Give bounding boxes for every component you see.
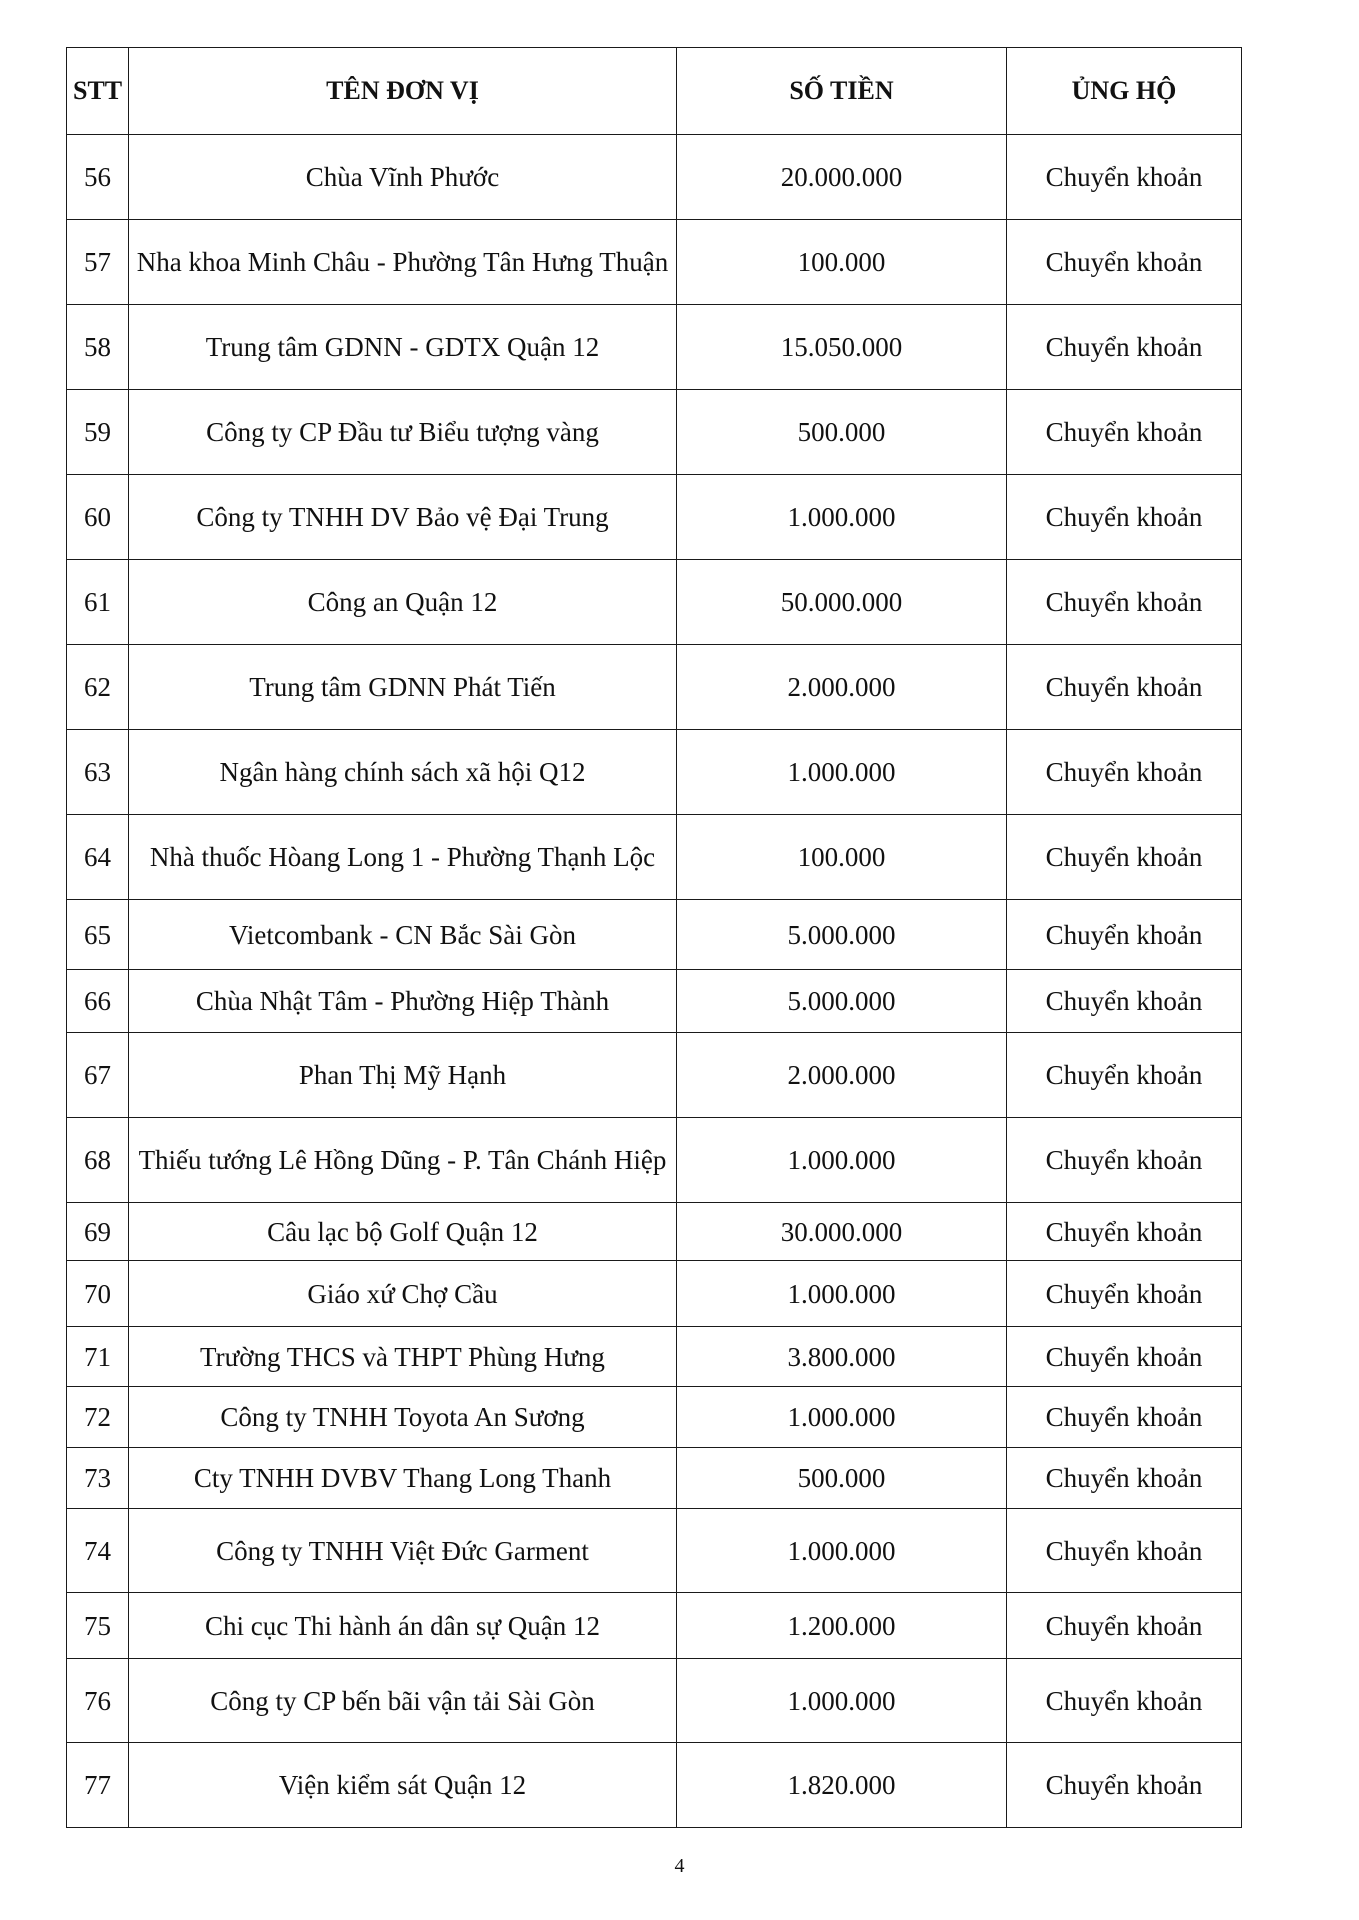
table-row <box>67 900 1242 970</box>
row-support-method: Chuyển khoản <box>1007 1743 1242 1828</box>
row-stt: 74 <box>67 1509 129 1593</box>
row-unit-name: Vietcombank - CN Bắc Sài Gòn <box>129 900 677 970</box>
row-stt: 61 <box>67 560 129 645</box>
row-amount: 50.000.000 <box>677 560 1007 645</box>
table-row <box>67 1509 1242 1593</box>
row-unit-name: Trung tâm GDNN Phát Tiến <box>129 645 677 730</box>
table-body <box>67 135 1242 1828</box>
row-support-method: Chuyển khoản <box>1007 475 1242 560</box>
row-support-method: Chuyển khoản <box>1007 220 1242 305</box>
row-support-method: Chuyển khoản <box>1007 1448 1242 1509</box>
row-stt: 70 <box>67 1261 129 1327</box>
row-stt: 58 <box>67 305 129 390</box>
row-support-method: Chuyển khoản <box>1007 730 1242 815</box>
table-row <box>67 135 1242 220</box>
row-amount: 3.800.000 <box>677 1327 1007 1387</box>
table-row <box>67 1593 1242 1659</box>
row-unit-name: Nha khoa Minh Châu - Phường Tân Hưng Thuận <box>129 220 677 305</box>
row-support-method: Chuyển khoản <box>1007 1118 1242 1203</box>
row-unit-name: Công ty TNHH Toyota An Sương <box>129 1387 677 1448</box>
row-support-method: Chuyển khoản <box>1007 1327 1242 1387</box>
row-stt: 57 <box>67 220 129 305</box>
row-unit-name: Thiếu tướng Lê Hồng Dũng - P. Tân Chánh Hiệp <box>129 1118 677 1203</box>
row-amount: 100.000 <box>677 220 1007 305</box>
table-row <box>67 305 1242 390</box>
table-row <box>67 1118 1242 1203</box>
row-stt: 59 <box>67 390 129 475</box>
row-support-method: Chuyển khoản <box>1007 560 1242 645</box>
table-row <box>67 815 1242 900</box>
row-unit-name: Cty TNHH DVBV Thang Long Thanh <box>129 1448 677 1509</box>
row-support-method: Chuyển khoản <box>1007 305 1242 390</box>
table-row <box>67 1327 1242 1387</box>
header-unit-name: TÊN ĐƠN VỊ <box>129 48 677 135</box>
row-unit-name: Công ty TNHH Việt Đức Garment <box>129 1509 677 1593</box>
table-row <box>67 970 1242 1033</box>
table-row <box>67 645 1242 730</box>
table-row <box>67 1387 1242 1448</box>
row-support-method: Chuyển khoản <box>1007 1033 1242 1118</box>
row-amount: 1.000.000 <box>677 1118 1007 1203</box>
row-unit-name: Công ty CP bến bãi vận tải Sài Gòn <box>129 1659 677 1743</box>
page-number: 4 <box>674 1855 685 1877</box>
row-amount: 1.000.000 <box>677 1509 1007 1593</box>
header-amount: SỐ TIỀN <box>677 48 1007 135</box>
header-support: ỦNG HỘ <box>1007 48 1242 135</box>
row-amount: 5.000.000 <box>677 900 1007 970</box>
row-support-method: Chuyển khoản <box>1007 1203 1242 1261</box>
row-amount: 1.000.000 <box>677 1387 1007 1448</box>
row-unit-name: Công an Quận 12 <box>129 560 677 645</box>
row-unit-name: Trung tâm GDNN - GDTX Quận 12 <box>129 305 677 390</box>
row-support-method: Chuyển khoản <box>1007 900 1242 970</box>
row-unit-name: Phan Thị Mỹ Hạnh <box>129 1033 677 1118</box>
table-row <box>67 1659 1242 1743</box>
row-support-method: Chuyển khoản <box>1007 1387 1242 1448</box>
row-unit-name: Chi cục Thi hành án dân sự Quận 12 <box>129 1593 677 1659</box>
row-support-method: Chuyển khoản <box>1007 645 1242 730</box>
row-amount: 1.000.000 <box>677 1659 1007 1743</box>
table-row <box>67 475 1242 560</box>
row-support-method: Chuyển khoản <box>1007 815 1242 900</box>
table-row <box>67 1033 1242 1118</box>
row-amount: 1.000.000 <box>677 730 1007 815</box>
row-unit-name: Viện kiểm sát Quận 12 <box>129 1743 677 1828</box>
row-stt: 72 <box>67 1387 129 1448</box>
row-amount: 5.000.000 <box>677 970 1007 1033</box>
row-stt: 62 <box>67 645 129 730</box>
row-amount: 1.200.000 <box>677 1593 1007 1659</box>
row-support-method: Chuyển khoản <box>1007 135 1242 220</box>
donation-table <box>66 47 1242 1828</box>
row-support-method: Chuyển khoản <box>1007 1593 1242 1659</box>
row-stt: 77 <box>67 1743 129 1828</box>
row-support-method: Chuyển khoản <box>1007 1261 1242 1327</box>
row-amount: 1.820.000 <box>677 1743 1007 1828</box>
row-stt: 76 <box>67 1659 129 1743</box>
row-amount: 15.050.000 <box>677 305 1007 390</box>
table-row <box>67 1448 1242 1509</box>
header-stt: STT <box>67 48 129 135</box>
table-row <box>67 1261 1242 1327</box>
row-amount: 1.000.000 <box>677 475 1007 560</box>
row-stt: 66 <box>67 970 129 1033</box>
row-unit-name: Trường THCS và THPT Phùng Hưng <box>129 1327 677 1387</box>
row-amount: 500.000 <box>677 1448 1007 1509</box>
row-amount: 2.000.000 <box>677 1033 1007 1118</box>
table-row <box>67 1743 1242 1828</box>
table-row <box>67 1203 1242 1261</box>
row-support-method: Chuyển khoản <box>1007 1659 1242 1743</box>
row-unit-name: Chùa Nhật Tâm - Phường Hiệp Thành <box>129 970 677 1033</box>
row-stt: 56 <box>67 135 129 220</box>
row-stt: 73 <box>67 1448 129 1509</box>
row-amount: 1.000.000 <box>677 1261 1007 1327</box>
row-stt: 67 <box>67 1033 129 1118</box>
row-unit-name: Ngân hàng chính sách xã hội Q12 <box>129 730 677 815</box>
row-support-method: Chuyển khoản <box>1007 970 1242 1033</box>
row-stt: 64 <box>67 815 129 900</box>
row-amount: 20.000.000 <box>677 135 1007 220</box>
row-stt: 63 <box>67 730 129 815</box>
row-stt: 68 <box>67 1118 129 1203</box>
row-stt: 71 <box>67 1327 129 1387</box>
row-unit-name: Nhà thuốc Hòang Long 1 - Phường Thạnh Lộc <box>129 815 677 900</box>
table-header-row <box>67 48 1242 135</box>
row-stt: 75 <box>67 1593 129 1659</box>
row-amount: 500.000 <box>677 390 1007 475</box>
table-row <box>67 390 1242 475</box>
row-support-method: Chuyển khoản <box>1007 1509 1242 1593</box>
row-amount: 30.000.000 <box>677 1203 1007 1261</box>
row-stt: 60 <box>67 475 129 560</box>
row-support-method: Chuyển khoản <box>1007 390 1242 475</box>
table-row <box>67 730 1242 815</box>
row-stt: 65 <box>67 900 129 970</box>
row-unit-name: Chùa Vĩnh Phước <box>129 135 677 220</box>
table-row <box>67 220 1242 305</box>
row-unit-name: Câu lạc bộ Golf Quận 12 <box>129 1203 677 1261</box>
row-unit-name: Giáo xứ Chợ Cầu <box>129 1261 677 1327</box>
row-unit-name: Công ty TNHH DV Bảo vệ Đại Trung <box>129 475 677 560</box>
row-unit-name: Công ty CP Đầu tư Biểu tượng vàng <box>129 390 677 475</box>
row-stt: 69 <box>67 1203 129 1261</box>
row-amount: 2.000.000 <box>677 645 1007 730</box>
row-amount: 100.000 <box>677 815 1007 900</box>
table-row <box>67 560 1242 645</box>
